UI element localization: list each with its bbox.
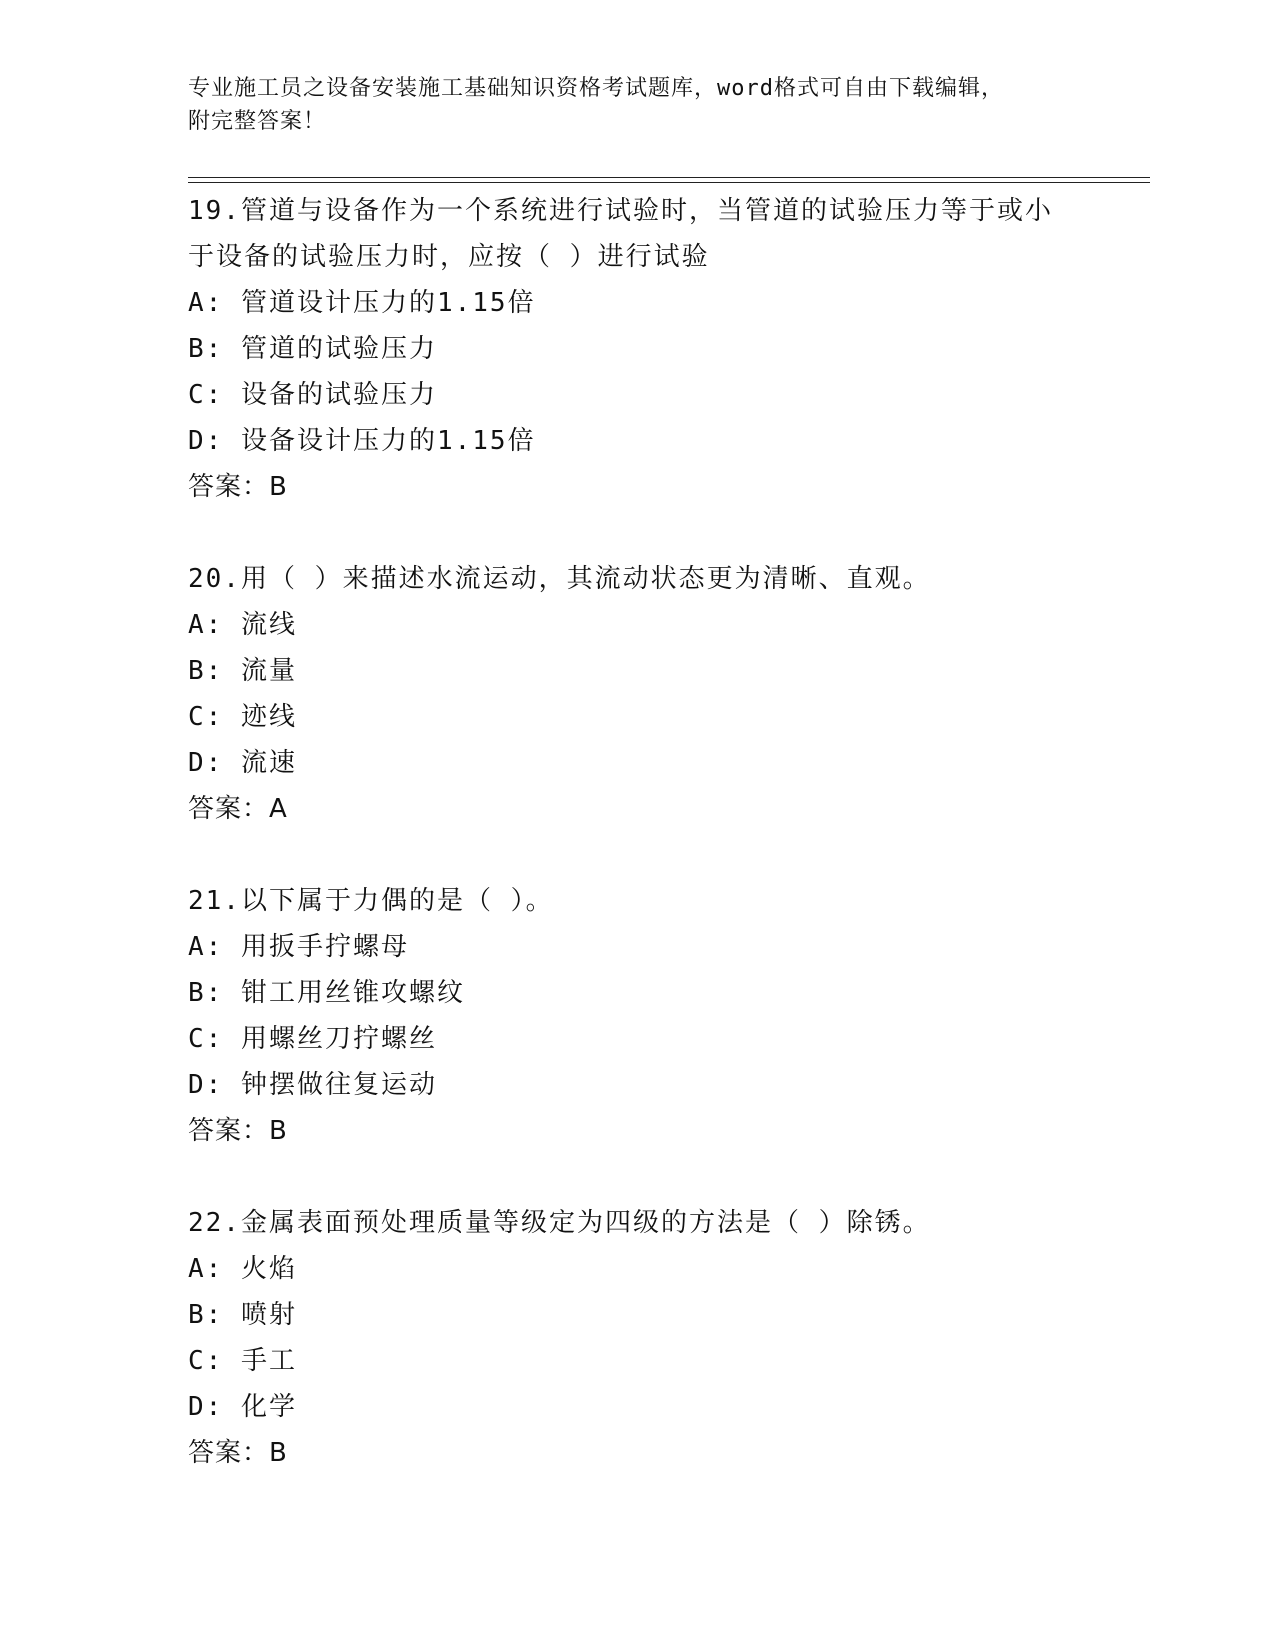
question-stem: 21.以下属于力偶的是（ ）。: [188, 886, 554, 916]
answer: 答案：A: [188, 794, 288, 824]
option-b: B: 钳工用丝锥攻螺纹: [188, 978, 465, 1008]
option-a: A: 管道设计压力的1.15倍: [188, 288, 536, 318]
question-21: [188, 878, 1088, 1154]
header-divider-top: [188, 177, 1150, 178]
option-c: C: 设备的试验压力: [188, 380, 437, 410]
header-line-2: 附完整答案！: [188, 109, 327, 134]
question-stem-continued: 于设备的试验压力时，应按（ ）进行试验: [188, 242, 710, 272]
option-b: B: 管道的试验压力: [188, 334, 437, 364]
document-header: [188, 72, 1088, 138]
question-stem: 22.金属表面预处理质量等级定为四级的方法是（ ）除锈。: [188, 1208, 931, 1238]
question-22: [188, 1200, 1088, 1476]
option-c: C: 用螺丝刀拧螺丝: [188, 1024, 437, 1054]
header-line-1: 专业施工员之设备安装施工基础知识资格考试题库，word格式可自由下载编辑，: [188, 76, 1004, 101]
header-divider-bottom: [188, 182, 1150, 183]
answer: 答案：B: [188, 472, 288, 502]
option-d: D: 化学: [188, 1392, 297, 1422]
option-d: D: 钟摆做往复运动: [188, 1070, 437, 1100]
option-a: A: 流线: [188, 610, 297, 640]
option-c: C: 迹线: [188, 702, 297, 732]
question-list: [188, 188, 1088, 1522]
answer: 答案：B: [188, 1438, 288, 1468]
option-a: A: 火焰: [188, 1254, 297, 1284]
question-19: [188, 188, 1088, 510]
question-stem: 19.管道与设备作为一个系统进行试验时，当管道的试验压力等于或小: [188, 196, 1053, 226]
option-b: B: 喷射: [188, 1300, 297, 1330]
option-d: D: 流速: [188, 748, 297, 778]
question-stem: 20.用（ ）来描述水流运动，其流动状态更为清晰、直观。: [188, 564, 931, 594]
question-20: [188, 556, 1088, 832]
option-a: A: 用扳手拧螺母: [188, 932, 409, 962]
answer: 答案：B: [188, 1116, 288, 1146]
option-d: D: 设备设计压力的1.15倍: [188, 426, 536, 456]
option-b: B: 流量: [188, 656, 297, 686]
option-c: C: 手工: [188, 1346, 297, 1376]
